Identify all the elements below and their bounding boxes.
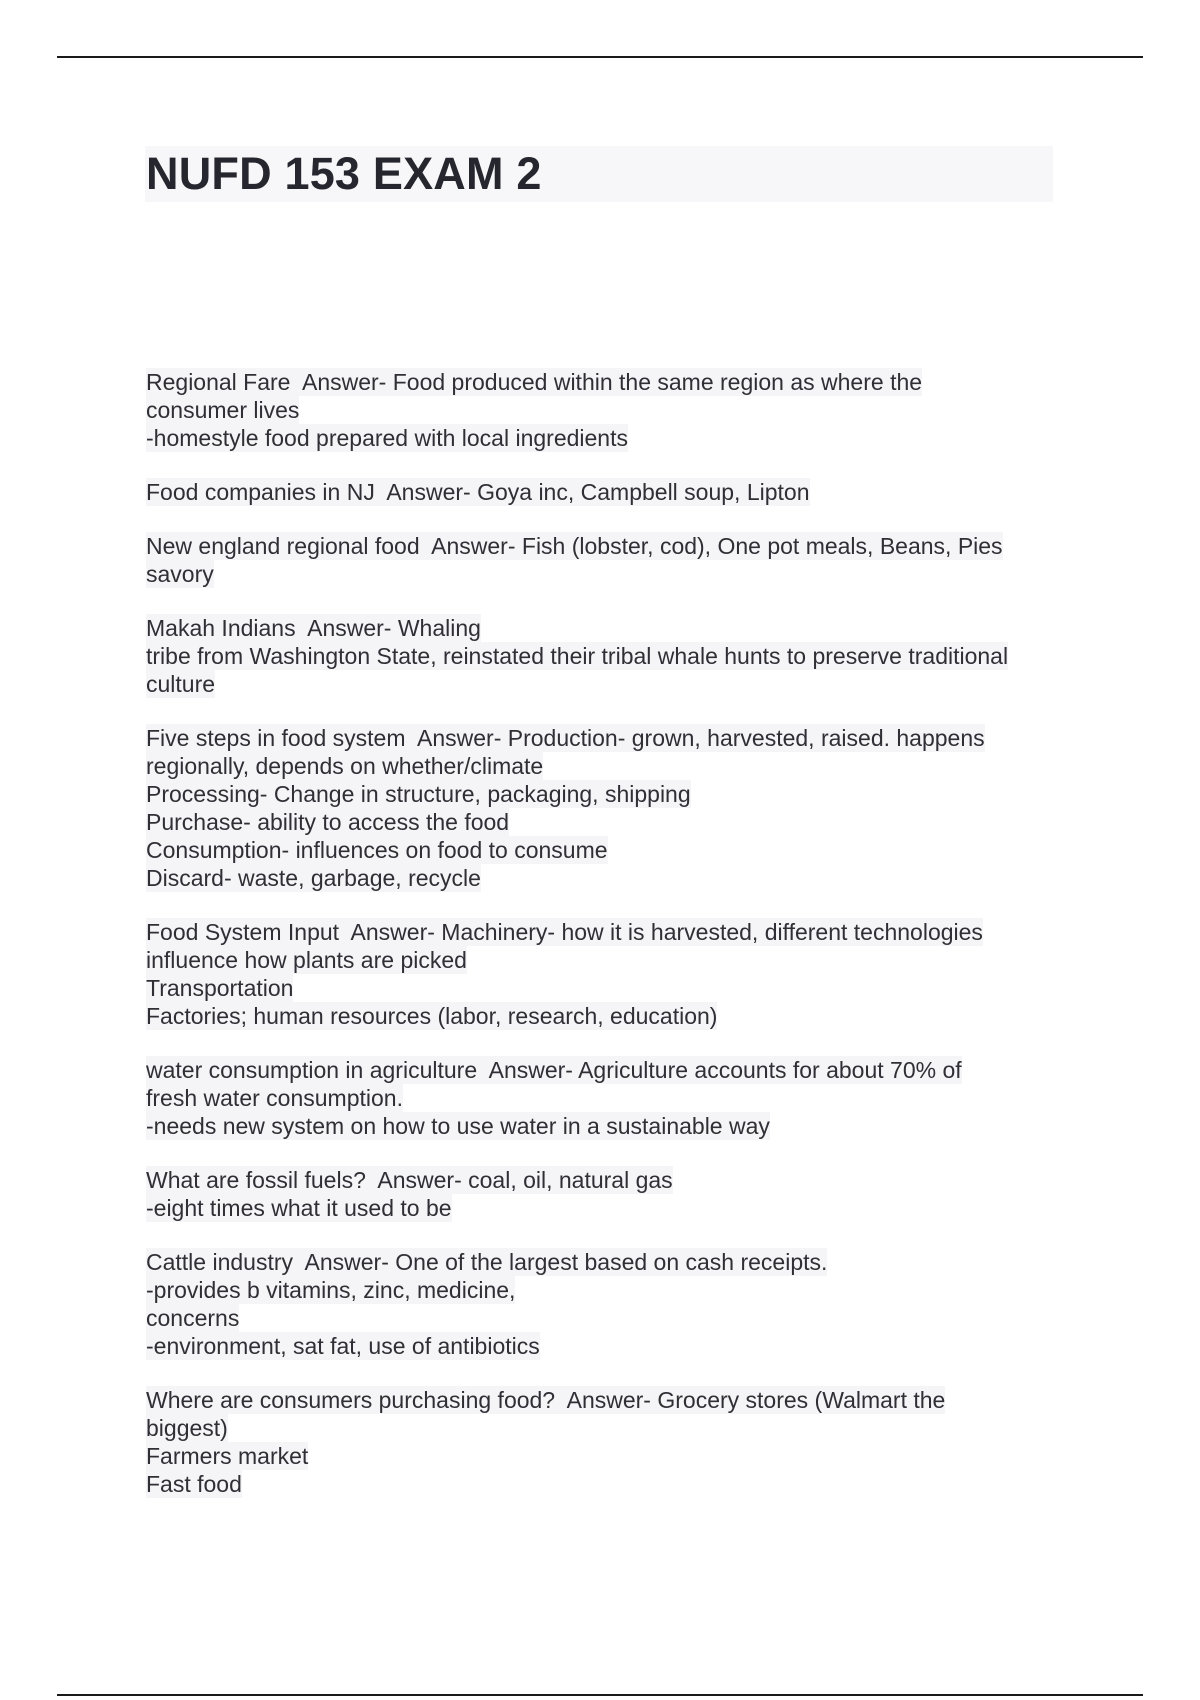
qa-line: Food System Input Answer- Machinery- how it is harvested, different technologies [146, 919, 983, 945]
qa-line: -eight times what it used to be [146, 1195, 452, 1221]
qa-line: regionally, depends on whether/climate [146, 753, 544, 779]
qa-line: culture [146, 671, 216, 697]
qa-entry-makah-indians [146, 614, 1066, 698]
bottom-rule [57, 1694, 1143, 1696]
qa-line: Transportation [146, 975, 294, 1001]
qa-line: savory [146, 561, 214, 587]
qa-line: Purchase- ability to access the food [146, 809, 510, 835]
qa-line: biggest) [146, 1415, 228, 1441]
qa-line: Fast food [146, 1471, 242, 1497]
qa-line: -provides b vitamins, zinc, medicine, [146, 1277, 516, 1303]
qa-entry-cattle-industry [146, 1248, 1066, 1360]
qa-line: What are fossil fuels? Answer- coal, oil, natural gas [146, 1167, 673, 1193]
qa-entry-food-companies-nj [146, 478, 1066, 506]
qa-line: -needs new system on how to use water in a sustainable way [146, 1113, 770, 1139]
qa-entry-consumers-purchasing [146, 1386, 1066, 1498]
qa-line: Cattle industry Answer- One of the largest based on cash receipts. [146, 1249, 828, 1275]
qa-line: Regional Fare Answer- Food produced within the same region as where the [146, 369, 923, 395]
qa-entry-fossil-fuels [146, 1166, 1066, 1222]
qa-entry-food-system-input [146, 918, 1066, 1030]
qa-line: -homestyle food prepared with local ingredients [146, 425, 628, 451]
qa-line: Farmers market [146, 1443, 309, 1469]
qa-line: fresh water consumption. [146, 1085, 403, 1111]
qa-line: tribe from Washington State, reinstated their tribal whale hunts to preserve traditional [146, 643, 1009, 669]
qa-line: Discard- waste, garbage, recycle [146, 865, 481, 891]
document-title: NUFD 153 EXAM 2 [146, 148, 542, 199]
qa-line: Makah Indians Answer- Whaling [146, 615, 481, 641]
qa-line: influence how plants are picked [146, 947, 467, 973]
qa-list [146, 368, 1066, 1524]
qa-line: Factories; human resources (labor, research, education) [146, 1003, 718, 1029]
qa-line: Five steps in food system Answer- Production- grown, harvested, raised. happens [146, 725, 985, 751]
qa-line: water consumption in agriculture Answer- Agriculture accounts for about 70% of [146, 1057, 962, 1083]
qa-line: New england regional food Answer- Fish (lobster, cod), One pot meals, Beans, Pies [146, 533, 1003, 559]
qa-entry-regional-fare [146, 368, 1066, 452]
qa-line: Food companies in NJ Answer- Goya inc, Campbell soup, Lipton [146, 479, 810, 505]
qa-line: -environment, sat fat, use of antibiotics [146, 1333, 540, 1359]
qa-line: concerns [146, 1305, 240, 1331]
qa-entry-water-consumption [146, 1056, 1066, 1140]
qa-entry-five-steps [146, 724, 1066, 892]
top-rule [57, 56, 1143, 58]
qa-line: Processing- Change in structure, packaging, shipping [146, 781, 691, 807]
qa-line: Consumption- influences on food to consume [146, 837, 608, 863]
qa-entry-new-england-food [146, 532, 1066, 588]
qa-line: consumer lives [146, 397, 300, 423]
qa-line: Where are consumers purchasing food? Answer- Grocery stores (Walmart the [146, 1387, 946, 1413]
